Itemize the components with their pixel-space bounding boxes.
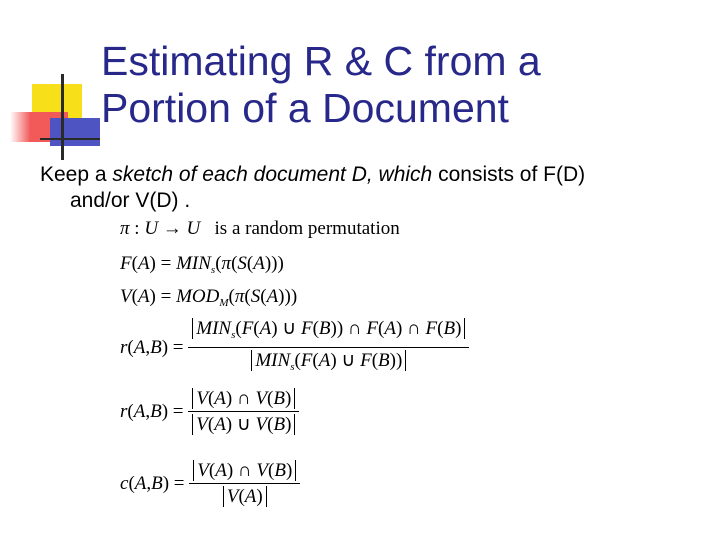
- decor-blue-square: [50, 118, 100, 146]
- decor-vertical-rule: [61, 74, 64, 160]
- body-italic: sketch of each document D, which: [112, 163, 433, 186]
- formula-f: $F(A) = MIN_s(\pi(S(A)))$: [120, 253, 284, 276]
- slide-title: [101, 38, 701, 132]
- slide-title-line-2: Portion of a Document: [101, 85, 509, 131]
- formula-c: c(A,B) = $\frac{V(A) \cap V(B)}{V(A)}$: [120, 460, 300, 508]
- formula-r-v: r(A,B) = $\frac{V(A) \cap V(B)}{V(A) \cup V(B)}$: [120, 388, 299, 436]
- formula-v: $V(A) = MOD_M(\pi(S(A)))$: [120, 286, 298, 309]
- body-paragraph: [40, 162, 700, 214]
- formula-r-min: r(A,B) = $\frac{MIN_s(F(A) \cup F(B)) \cap F(A) \cap F(B)}{MIN_s(F(A) \cup F(B))}$: [120, 318, 469, 378]
- body-suffix: consists of F(D): [432, 163, 586, 186]
- slide-title-line-1: Estimating R & C from a: [101, 38, 541, 84]
- formula-permutation: π : U → U is a random permutation: [120, 218, 400, 239]
- body-line-2: and/or V(D) .: [70, 189, 191, 212]
- decor-horizontal-rule: [40, 138, 100, 140]
- body-prefix: Keep a: [40, 163, 113, 186]
